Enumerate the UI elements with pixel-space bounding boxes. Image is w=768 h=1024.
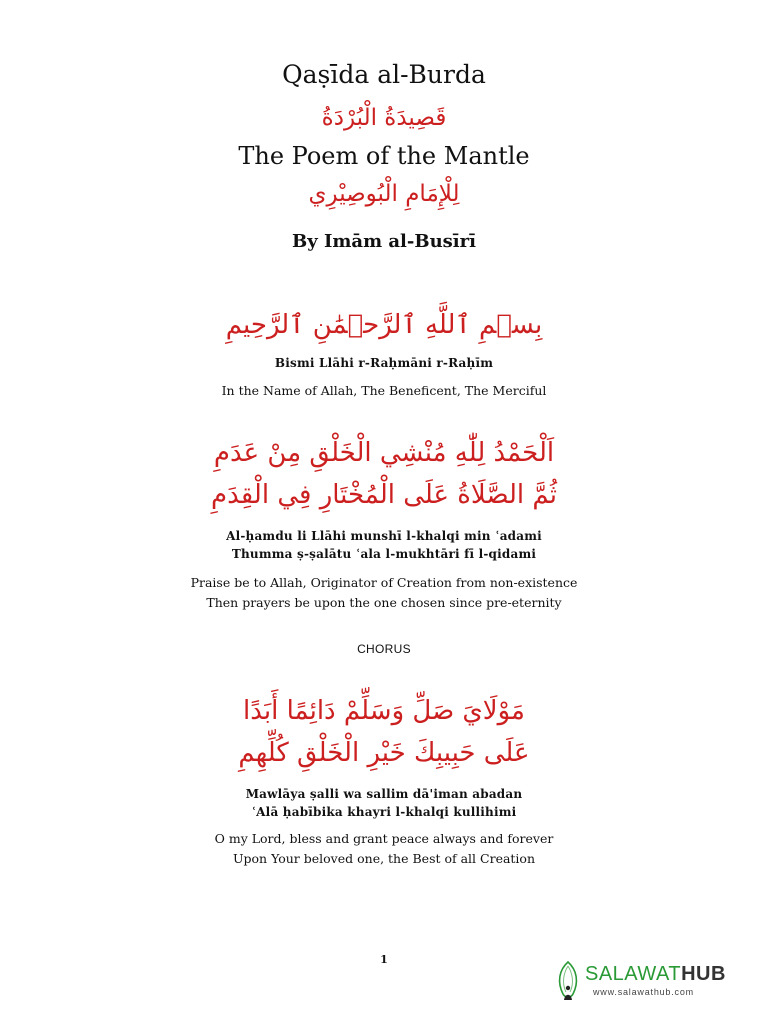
- chorus-arabic-line-1: مَوْلَايَ صَلِّ وَسَلِّمْ دَائِمًا أَبَدًا: [243, 696, 525, 726]
- chorus-translit-line-2: ʿAlā ḥabībika khayri l-khalqi kullihimi: [251, 805, 517, 819]
- basmala-transliteration: Bismi Llāhi r-Raḥmāni r-Raḥīm: [274, 356, 494, 370]
- chorus-label: CHORUS: [357, 642, 411, 656]
- page-subtitle: The Poem of the Mantle: [238, 142, 530, 170]
- chorus-arabic: [0, 690, 768, 774]
- verse-1-transliteration: [0, 527, 768, 563]
- basmala-arabic: بِسۡمِ ٱللَّهِ ٱلرَّحۡمَٰنِ ٱلرَّحِيمِ: [225, 310, 543, 340]
- chorus-transliteration: [0, 785, 768, 821]
- verse-1-translit-line-1: Al-ḥamdu li Llāhi munshī l-khalqi min ʿadami: [226, 529, 542, 543]
- verse-1-arabic-line-2: ثُمَّ الصَّلَاةُ عَلَى الْمُخْتَارِ فِي الْقِدَمِ: [211, 480, 557, 510]
- chorus-arabic-line-2: عَلَى حَبِيبِكَ خَيْرِ الْخَلْقِ كُلِّهِمِ: [238, 738, 530, 768]
- verse-1-translation-line-1: Praise be to Allah, Originator of Creation from non-existence: [190, 575, 578, 590]
- brand-url[interactable]: www.salawathub.com: [593, 987, 694, 997]
- brand-name-part-1: SALAWAT: [585, 963, 682, 985]
- verse-1-translation: [0, 573, 768, 613]
- praying-figure-leaf-logo-icon: [553, 960, 583, 1004]
- page-subtitle-arabic: لِلْإِمَامِ الْبُوصِيْرِي: [308, 181, 460, 207]
- verse-1-translit-line-2: Thumma ṣ-ṣalātu ʿala l-mukhtāri fī l-qidami: [231, 547, 537, 561]
- page-title: Qaṣīda al-Burda: [282, 60, 486, 89]
- verse-1-arabic: [0, 432, 768, 516]
- basmala-translation: In the Name of Allah, The Beneficent, The Merciful: [221, 383, 547, 398]
- chorus-translation-line-1: O my Lord, bless and grant peace always and forever: [214, 831, 554, 846]
- verse-1-translation-line-2: Then prayers be upon the one chosen since pre-eternity: [206, 595, 562, 610]
- page-title-arabic: قَصِيدَةُ الْبُرْدَةُ: [321, 105, 447, 131]
- author-line: By Imām al-Busīrī: [292, 231, 476, 252]
- page-number: 1: [380, 953, 388, 966]
- chorus-translation-line-2: Upon Your beloved one, the Best of all Creation: [232, 851, 536, 866]
- brand-name-part-2: HUB: [681, 963, 726, 985]
- chorus-translation: [0, 829, 768, 869]
- chorus-translit-line-1: Mawlāya ṣalli wa sallim dā'iman abadan: [245, 787, 523, 801]
- verse-1-arabic-line-1: اَلْحَمْدُ لِلّٰهِ مُنْشِي الْخَلْقِ مِنْ عَدَمِ: [213, 438, 555, 468]
- brand-logo-block[interactable]: [553, 958, 753, 1008]
- brand-name: [585, 962, 726, 986]
